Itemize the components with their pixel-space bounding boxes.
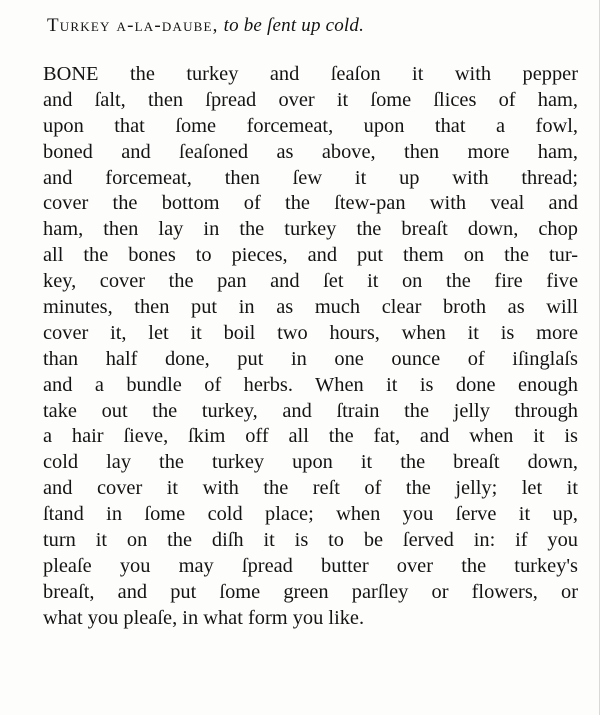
- recipe-title: Turkey a-la-daube,: [47, 15, 219, 36]
- text-line: boned and ſeaſoned as above, then more ham,: [43, 140, 578, 163]
- text-line: cold lay the turkey upon it the breaſt down,: [43, 451, 578, 474]
- text-line: ſtand in ſome cold place; when you ſerve it up,: [43, 503, 578, 526]
- text-line: and cover it with the reſt of the jelly; let it: [43, 477, 578, 500]
- text-line: than half done, put in one ounce of iſinglaſs: [43, 347, 578, 370]
- text-line: upon that ſome forcemeat, upon that a fowl,: [43, 114, 578, 137]
- text-line: key, cover the pan and ſet it on the fire five: [43, 270, 578, 293]
- text-line: and ſalt, then ſpread over it ſome ſlices of ham,: [43, 88, 578, 111]
- text-line: and a bundle of herbs. When it is done enough: [43, 373, 578, 396]
- text-line: turn it on the diſh it is to be ſerved in: if you: [43, 529, 578, 552]
- text-line: ham, then lay in the turkey the breaſt down, chop: [43, 218, 578, 241]
- text-line: breaſt, and put ſome green parſley or flowers, or: [43, 580, 578, 603]
- text-line: minutes, then put in as much clear broth as will: [43, 296, 578, 319]
- text-line: a hair ſieve, ſkim off all the fat, and when it is: [43, 425, 578, 448]
- text-line: cover the bottom of the ſtew-pan with veal and: [43, 192, 578, 215]
- text-line: BONE the turkey and ſeaſon it with pepper: [43, 63, 578, 85]
- text-line: pleaſe you may ſpread butter over the turkey's: [43, 554, 578, 577]
- text-line: all the bones to pieces, and put them on the tur-: [43, 244, 578, 267]
- text-line: take out the turkey, and ſtrain the jelly through: [43, 399, 578, 422]
- text-line: what you pleaſe, in what form you like.: [43, 606, 365, 629]
- text-line: and forcemeat, then ſew it up with thread;: [43, 166, 578, 189]
- recipe-heading: [47, 14, 364, 38]
- recipe-subtitle: to be ſent up cold.: [223, 15, 365, 36]
- recipe-body: [43, 62, 578, 632]
- text-line: cover it, let it boil two hours, when it is more: [43, 321, 578, 344]
